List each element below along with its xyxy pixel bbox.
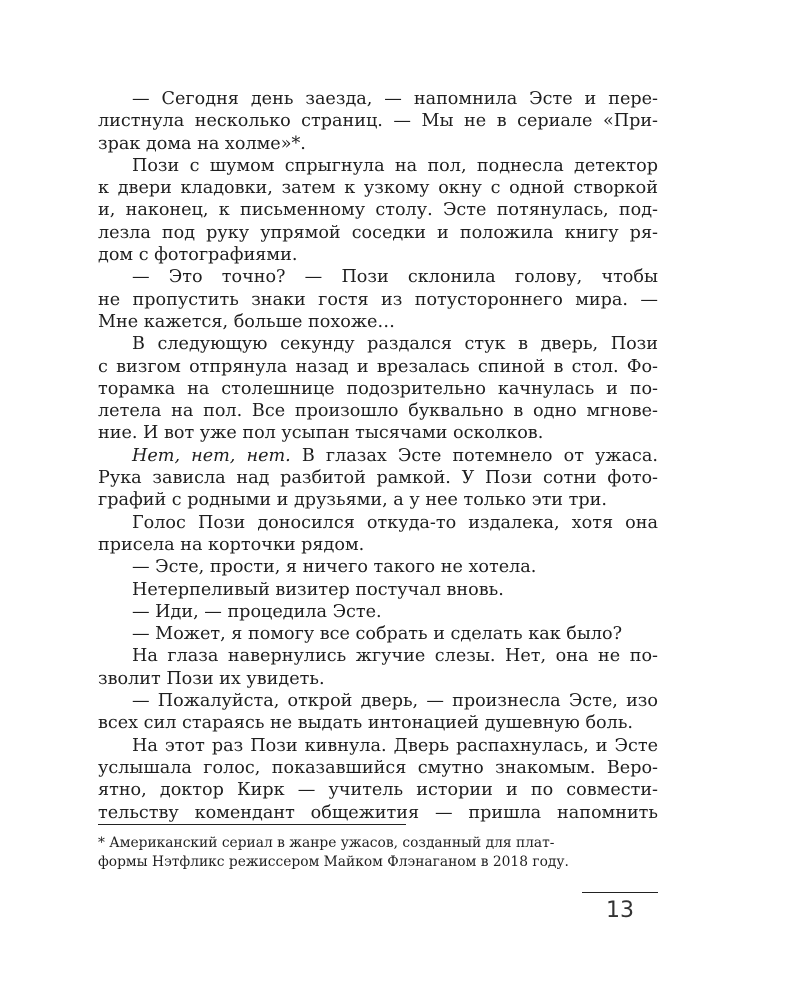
text-line: тельству комендант общежития — пришла напомнить xyxy=(98,802,658,823)
text-line: дом с фотографиями. xyxy=(98,245,298,266)
footnote xyxy=(98,834,658,872)
text-line: услышала голос, показавшийся смутно знакомым. Веро- xyxy=(98,757,658,778)
text-line: с визгом отпрянула назад и врезалась спиной в стол. Фо- xyxy=(98,356,658,377)
text-line: Пози с шумом спрыгнула на пол, поднесла детектор xyxy=(132,155,658,176)
text-line xyxy=(98,445,658,467)
text-line: — Иди, — процедила Эсте. xyxy=(132,601,382,622)
text-line: торамка на столешнице подозрительно качнулась и по- xyxy=(98,378,658,399)
text-line: и, наконец, к письменному столу. Эсте потянулась, под- xyxy=(98,200,658,221)
footnote-line: * Американский сериал в жанре ужасов, созданный для плат- xyxy=(98,835,555,851)
italic-thought: Нет, нет, нет. xyxy=(132,445,291,466)
text-line: ние. И вот уже пол усыпан тысячами осколков. xyxy=(98,423,544,444)
page-number-rule xyxy=(582,892,658,893)
footnote-line: формы Нэтфликс режиссером Майком Флэнаганом в 2018 году. xyxy=(98,854,569,870)
text-line: всех сил стараясь не выдать интонацией душевную боль. xyxy=(98,713,633,734)
text-line: На этот раз Пози кивнула. Дверь распахнулась, и Эсте xyxy=(132,735,658,756)
text-line: — Пожалуйста, открой дверь, — произнесла Эсте, изо xyxy=(132,691,658,712)
text-line: графий с родными и друзьями, а у нее только эти три. xyxy=(98,490,607,511)
text-line: зволит Пози их увидеть. xyxy=(98,668,325,689)
text-line: присела на корточки рядом. xyxy=(98,534,365,555)
text-line: летела на пол. Все произошло буквально в одно мгнове- xyxy=(98,401,658,422)
text-line: Нетерпеливый визитер постучал вновь. xyxy=(132,579,504,600)
text-line: В следующую секунду раздался стук в дверь, Пози xyxy=(132,334,658,355)
text-line: зрак дома на холме»*. xyxy=(98,133,306,154)
text-line: — Это точно? — Пози склонила голову, чтобы xyxy=(132,267,658,288)
text-line: На глаза навернулись жгучие слезы. Нет, она не по- xyxy=(132,646,658,667)
text-line: Голос Пози доносился откуда-то издалека, хотя она xyxy=(132,512,658,533)
footnote-divider xyxy=(98,824,406,825)
text-line: — Эсте, прости, я ничего такого не хотела. xyxy=(132,557,537,578)
main-text xyxy=(98,88,658,824)
text-line: не пропустить знаки гостя из потустороннего мира. — xyxy=(98,289,658,310)
text-line: лезла под руку упрямой соседки и положила книгу ря- xyxy=(98,222,658,243)
text-line: Мне кажется, больше похоже… xyxy=(98,311,396,332)
text-line: — Сегодня день заезда, — напомнила Эсте и пере- xyxy=(132,89,658,109)
page-number: 13 xyxy=(606,898,634,923)
text-line: к двери кладовки, затем к узкому окну с одной створкой xyxy=(98,178,658,199)
text-fragment: В глазах Эсте потемнело от ужаса. xyxy=(290,445,658,466)
text-line: листнула несколько страниц. — Мы не в сериале «При- xyxy=(98,111,658,132)
text-line: — Может, я помогу все собрать и сделать как было? xyxy=(132,624,623,645)
text-line: ятно, доктор Кирк — учитель истории и по совмести- xyxy=(98,780,658,801)
text-line: Рука зависла над разбитой рамкой. У Пози сотни фото- xyxy=(98,468,658,489)
